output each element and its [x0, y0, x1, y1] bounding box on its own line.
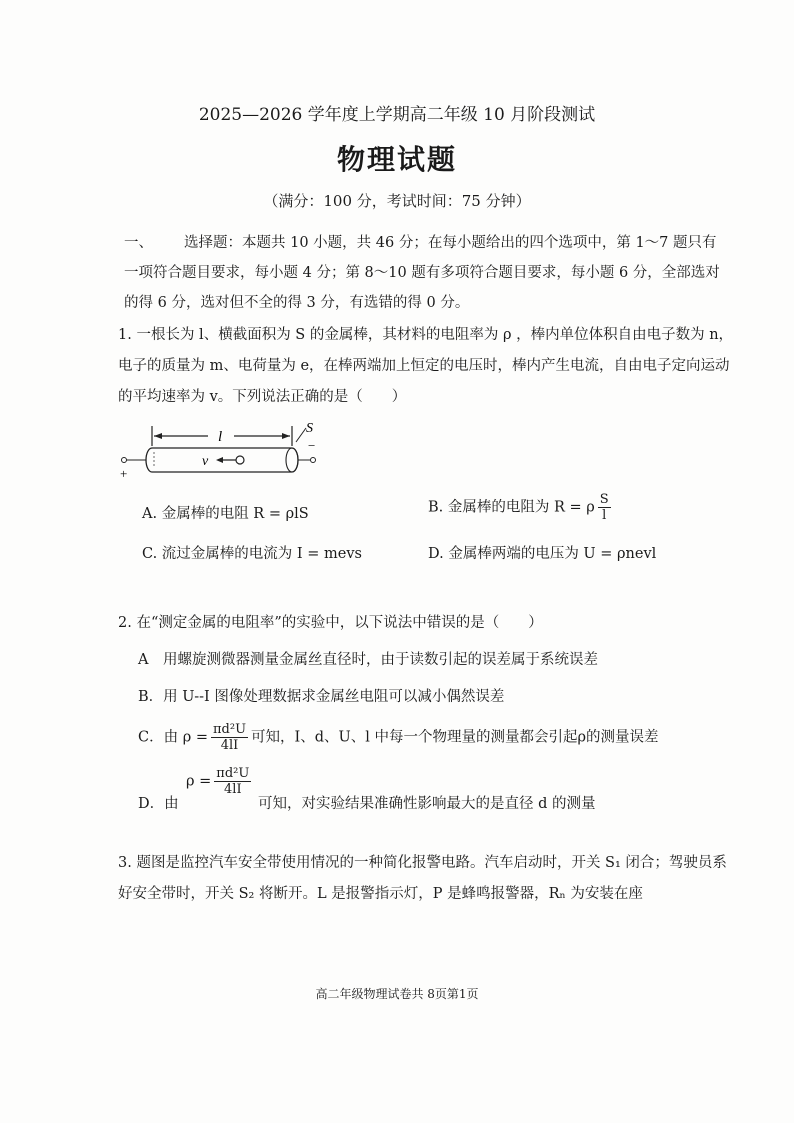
q2-option-d-formula: [186, 766, 254, 797]
section-number: 一、: [124, 235, 153, 251]
fraction-denominator: 4lI: [224, 782, 242, 797]
q2-option-b: B．用 U--I 图像处理数据求金属丝电阻可以减小偶然误差: [138, 689, 505, 705]
q1-option-d: D. 金属棒两端的电压为 U = ρnevl: [428, 546, 657, 562]
fraction-numerator: πd²U: [216, 766, 250, 781]
area-label: S: [306, 421, 313, 436]
q1-option-c: C. 流过金属棒的电流为 I = mevs: [142, 546, 362, 562]
fraction-numerator: S: [599, 492, 609, 507]
q2-option-a: A 用螺旋测微器测量金属丝直径时，由于读数引起的误差属于系统误差: [138, 652, 598, 668]
q2-option-c-prefix: C．由 ρ =: [138, 729, 208, 746]
metal-rod-diagram: [110, 420, 330, 480]
page-footer: 高二年级物理试卷共 8页第1页: [315, 987, 479, 1001]
subject-title: 物理试题: [336, 143, 457, 176]
plus-terminal-label: +: [120, 466, 128, 480]
minus-terminal-label: −: [308, 438, 316, 453]
question-1-stem: 1. 一根长为 l、横截面积为 S 的金属棒，其材料的电阻率为 ρ ，棒内单位体积自由电子数为 n，电子的质量为 m、电荷量为 e，在棒两端加上恒定的电压时，棒内产生电流，自由电子定向运动的平均速率为 v。下列说法正确的是（ ）: [118, 327, 734, 405]
q2-option-d-prefix: D．由: [138, 796, 179, 812]
exam-info: （满分：100 分，考试时间：75 分钟）: [263, 192, 531, 210]
velocity-label: v: [202, 454, 209, 469]
q2-option-c-suffix: 可知，I、d、U、l 中每一个物理量的测量都会引起ρ的测量误差: [251, 729, 659, 746]
question-2-stem: 2. 在“测定金属的电阻率”的实验中，以下说法中错误的是（ ）: [118, 615, 543, 631]
fraction-denominator: 4lI: [220, 738, 239, 753]
q1-option-b: [428, 492, 614, 523]
fraction-numerator: πd²U: [213, 722, 247, 737]
q1-option-a: A. 金属棒的电阻 R = ρlS: [142, 506, 309, 522]
q2-option-c-fraction: [211, 722, 248, 753]
rho-equals: ρ =: [186, 773, 212, 790]
q1-option-b-text: B. 金属棒的电阻为 R = ρ: [428, 499, 595, 516]
q2-option-c: [138, 722, 659, 753]
q2-option-d-suffix: 可知，对实验结果准确性影响最大的是直径 d 的测量: [258, 796, 596, 812]
q2-option-d-fraction: [214, 766, 251, 797]
fraction-denominator: l: [602, 508, 607, 523]
exam-title: 2025—2026 学年度上学期高二年级 10 月阶段测试: [198, 105, 596, 125]
section-instructions: [124, 228, 724, 318]
length-label: l: [218, 429, 223, 445]
q1-option-b-fraction: [598, 492, 611, 523]
section-text: 选择题：本题共 10 小题，共 46 分；在每小题给出的四个选项中，第 1～7 题只有一项符合题目要求，每小题 4 分；第 8～10 题有多项符合题目要求，每小题 6 分，全部选对的得 6 分，选对但不全的得 3 分，有选错的得 0 分。: [124, 235, 720, 311]
question-3-stem: 3. 题图是监控汽车安全带使用情况的一种简化报警电路。汽车启动时，开关 S₁ 闭合；驾驶员系好安全带时，开关 S₂ 将断开。L 是报警指示灯，P 是蜂鸣报警器，Rₙ 为安装在座: [118, 855, 727, 902]
